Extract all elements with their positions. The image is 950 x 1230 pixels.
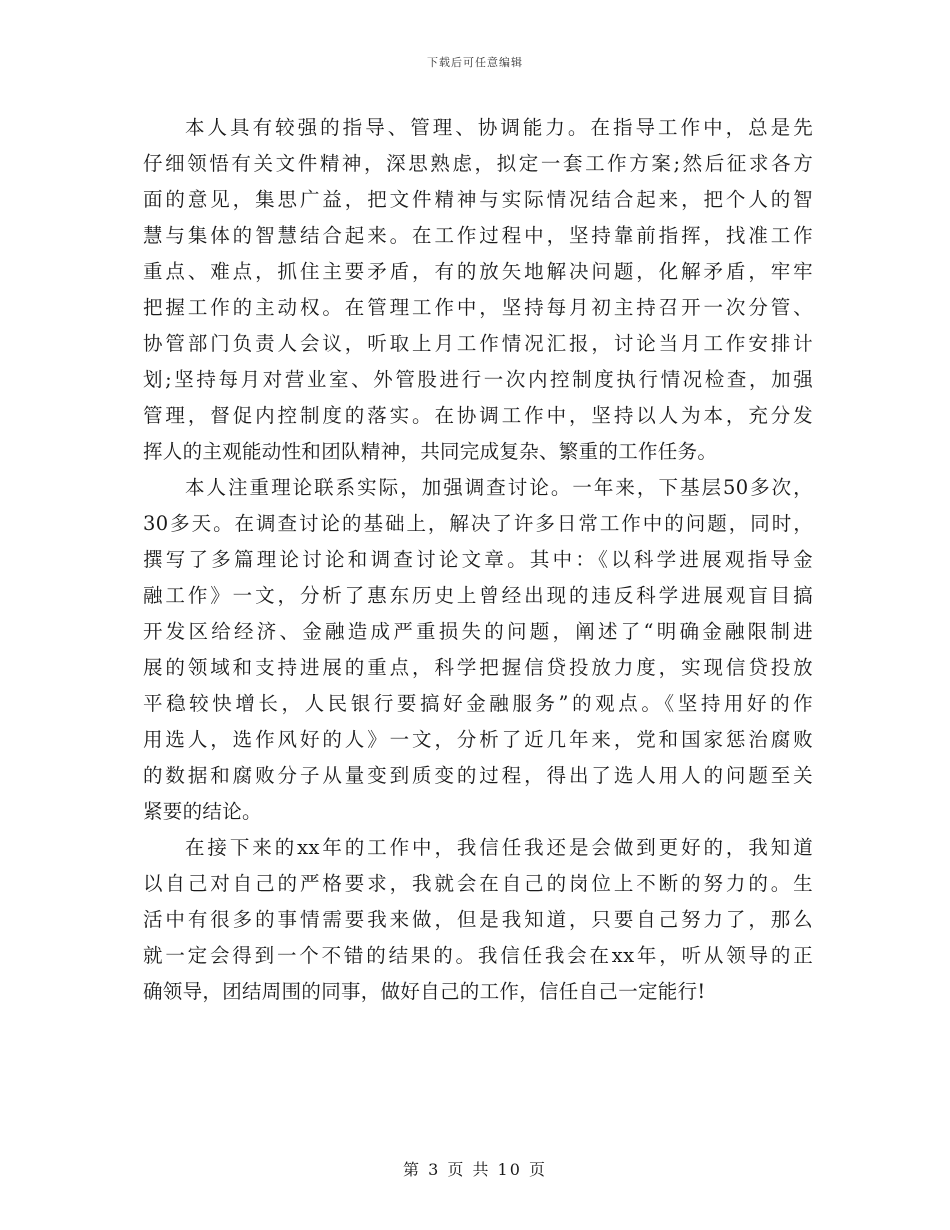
text-line: 仔细领悟有关文件精神，深思熟虑，拟定一套工作方案;然后征求各方 [143,152,813,175]
text-line: 把握工作的主动权。在管理工作中，坚持每月初主持召开一次分管、 [143,296,813,319]
text-line: 融工作》一文，分析了惠东历史上曾经出现的违反科学进展观盲目搞 [143,584,813,607]
text-line: 挥人的主观能动性和团队精神，共同完成复杂、繁重的工作任务。 [143,440,718,463]
text-line: 协管部门负责人会议，听取上月工作情况汇报，讨论当月工作安排计 [143,332,813,355]
text-line: 确领导，团结周围的同事，做好自己的工作，信任自己一定能行! [143,980,706,1003]
text-line: 面的意见，集思广益，把文件精神与实际情况结合起来，把个人的智 [143,188,813,211]
text-line: 撰写了多篇理论讨论和调查讨论文章。其中：《以科学进展观指导金 [143,548,813,571]
text-line: 本人注重理论联系实际，加强调查讨论。一年来，下基层50多次， [185,476,813,499]
text-line: 本人具有较强的指导、管理、协调能力。在指导工作中，总是先 [185,116,813,139]
paragraph-2 [143,470,813,830]
document-body [143,110,813,1010]
text-line: 平稳较快增长，人民银行要搞好金融服务”的观点。《坚持用好的作 [143,692,813,715]
text-line: 展的领域和支持进展的重点，科学把握信贷投放力度，实现信贷投放 [143,656,813,679]
paragraph-1 [143,110,813,470]
text-line: 就一定会得到一个不错的结果的。我信任我会在xx年，听从领导的正 [143,944,813,967]
page-header: 下载后可任意编辑 [427,56,523,69]
text-line: 在接下来的xx年的工作中，我信任我还是会做到更好的，我知道 [185,836,813,859]
text-line: 慧与集体的智慧结合起来。在工作过程中，坚持靠前指挥，找准工作 [143,224,813,247]
text-line: 划;坚持每月对营业室、外管股进行一次内控制度执行情况检查，加强 [143,368,813,391]
text-line: 用选人，选作风好的人》一文，分析了近几年来，党和国家惩治腐败 [143,728,813,751]
text-line: 开发区给经济、金融造成严重损失的问题，阐述了“明确金融限制进 [143,620,813,643]
text-line: 重点、难点，抓住主要矛盾，有的放矢地解决问题，化解矛盾，牢牢 [143,260,813,283]
text-line: 活中有很多的事情需要我来做，但是我知道，只要自己努力了，那么 [143,908,813,931]
text-line: 管理，督促内控制度的落实。在协调工作中，坚持以人为本，充分发 [143,404,813,427]
text-line: 紧要的结论。 [143,800,262,823]
page-number: 第 3 页 共 10 页 [403,1160,547,1179]
text-line: 以自己对自己的严格要求，我就会在自己的岗位上不断的努力的。生 [143,872,813,895]
text-line: 30多天。在调查讨论的基础上，解决了许多日常工作中的问题，同时， [143,512,813,535]
paragraph-3 [143,830,813,1010]
text-line: 的数据和腐败分子从量变到质变的过程，得出了选人用人的问题至关 [143,764,813,787]
